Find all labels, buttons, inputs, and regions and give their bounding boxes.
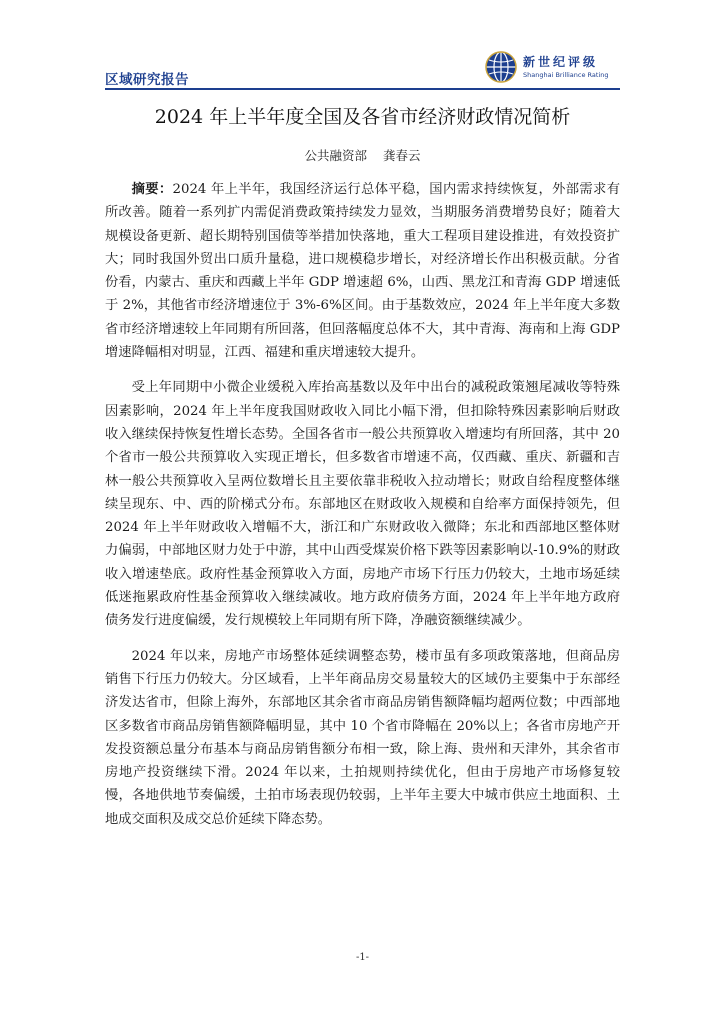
byline [105,147,620,165]
document-title: 2024 年上半年度全国及各省市经济财政情况简析 [154,106,571,128]
abstract-paragraph [105,178,620,364]
header-divider [105,88,620,90]
logo-chinese-name: 新世纪评级 [523,55,599,69]
body-paragraph-fiscal: 受上年同期中小微企业缓税入库抬高基数以及年中出台的减税政策翘尾减收等特殊因素影响，2024 年上半年度我国财政收入同比小幅下滑，但扣除特殊因素影响后财政收入继续保持恢复性增长态势。全国各省市一般公共预算收入增速均有所回落，其中 20 个省市一般公共预算收入实现正增长，但多数省市增速不高，仅西藏、重庆、新疆和吉林一般公共预算收入呈两位数增长且主要依靠非税收入拉动增长；财政自给程度整体继续呈现东、中、西的阶梯式分布。东部地区在财政收入规模和自给率方面保持领先，但 2024 年上半年财政收入增幅不大，浙江和广东财政收入微降；东北和西部地区整体财力偏弱，中部地区财力处于中游，其中山西受煤炭价格下跌等因素影响以-10.9%的财政收入增速垫底。政府性基金预算收入方面，房地产市场下行压力仍较大，土地市场延续低迷拖累政府性基金预算收入继续减收。地方政府债务方面，2024 年上半年地方政府债务发行进度偏缓，发行规模较上年同期有所下降，净融资额继续减少。 [105,380,620,629]
logo-english-name: Shanghai Brilliance Rating [523,71,609,79]
abstract-text: 2024 年上半年，我国经济运行总体平稳，国内需求持续恢复，外部需求有所改善。随着一系列扩内需促消费政策持续发力显效，当期服务消费增势良好；随着大规模设备更新、超长期特别国债等举措加快落地，重大工程项目建设推进，有效投资扩大；同时我国外贸出口质升量稳，进口规模稳步增长，对经济增长作出积极贡献。分省份看，内蒙古、重庆和西藏上半年 GDP 增速超 6%，山西、黑龙江和青海 GDP 增速低于 2%，其他省市经济增速位于 3%-6%区间。由于基数效应，2024 年上半年度大多数省市经济增速较上年同期有所回落，但回落幅度总体不大，其中青海、海南和上海 GDP 增速降幅相对明显，江西、福建和重庆增速较大提升。 [105,182,621,361]
page-number: -1- [355,952,370,963]
document-body [105,178,620,843]
company-logo [485,48,620,88]
globe-logo-icon [485,51,517,83]
page-header [105,38,620,88]
body-paragraph-real-estate: 2024 年以来，房地产市场整体延续调整态势，楼市虽有多项政策落地，但商品房销售下行压力仍较大。分区域看，上半年商品房交易量较大的区域仍主要集中于东部经济发达省市，但除上海外，东部地区其余省市商品房销售额降幅均超两位数；中西部地区多数省市商品房销售额降幅明显，其中 10 个省市降幅在 20%以上；各省市房地产开发投资额总量分布基本与商品房销售额分布相一致，除上海、贵州和天津外，其余省市房地产投资继续下滑。2024 年以来，土拍规则持续优化，但由于房地产市场修复较慢，各地供地节奏偏缓，土拍市场表现仍较弱，上半年主要大中城市供应土地面积、土地成交面积及成交总价延续下降态势。 [105,648,620,827]
department: 公共融资部 [304,148,367,163]
author: 龚春云 [383,148,421,163]
abstract-label: 摘要： [131,182,173,197]
report-type-label: 区域研究报告 [105,72,189,88]
